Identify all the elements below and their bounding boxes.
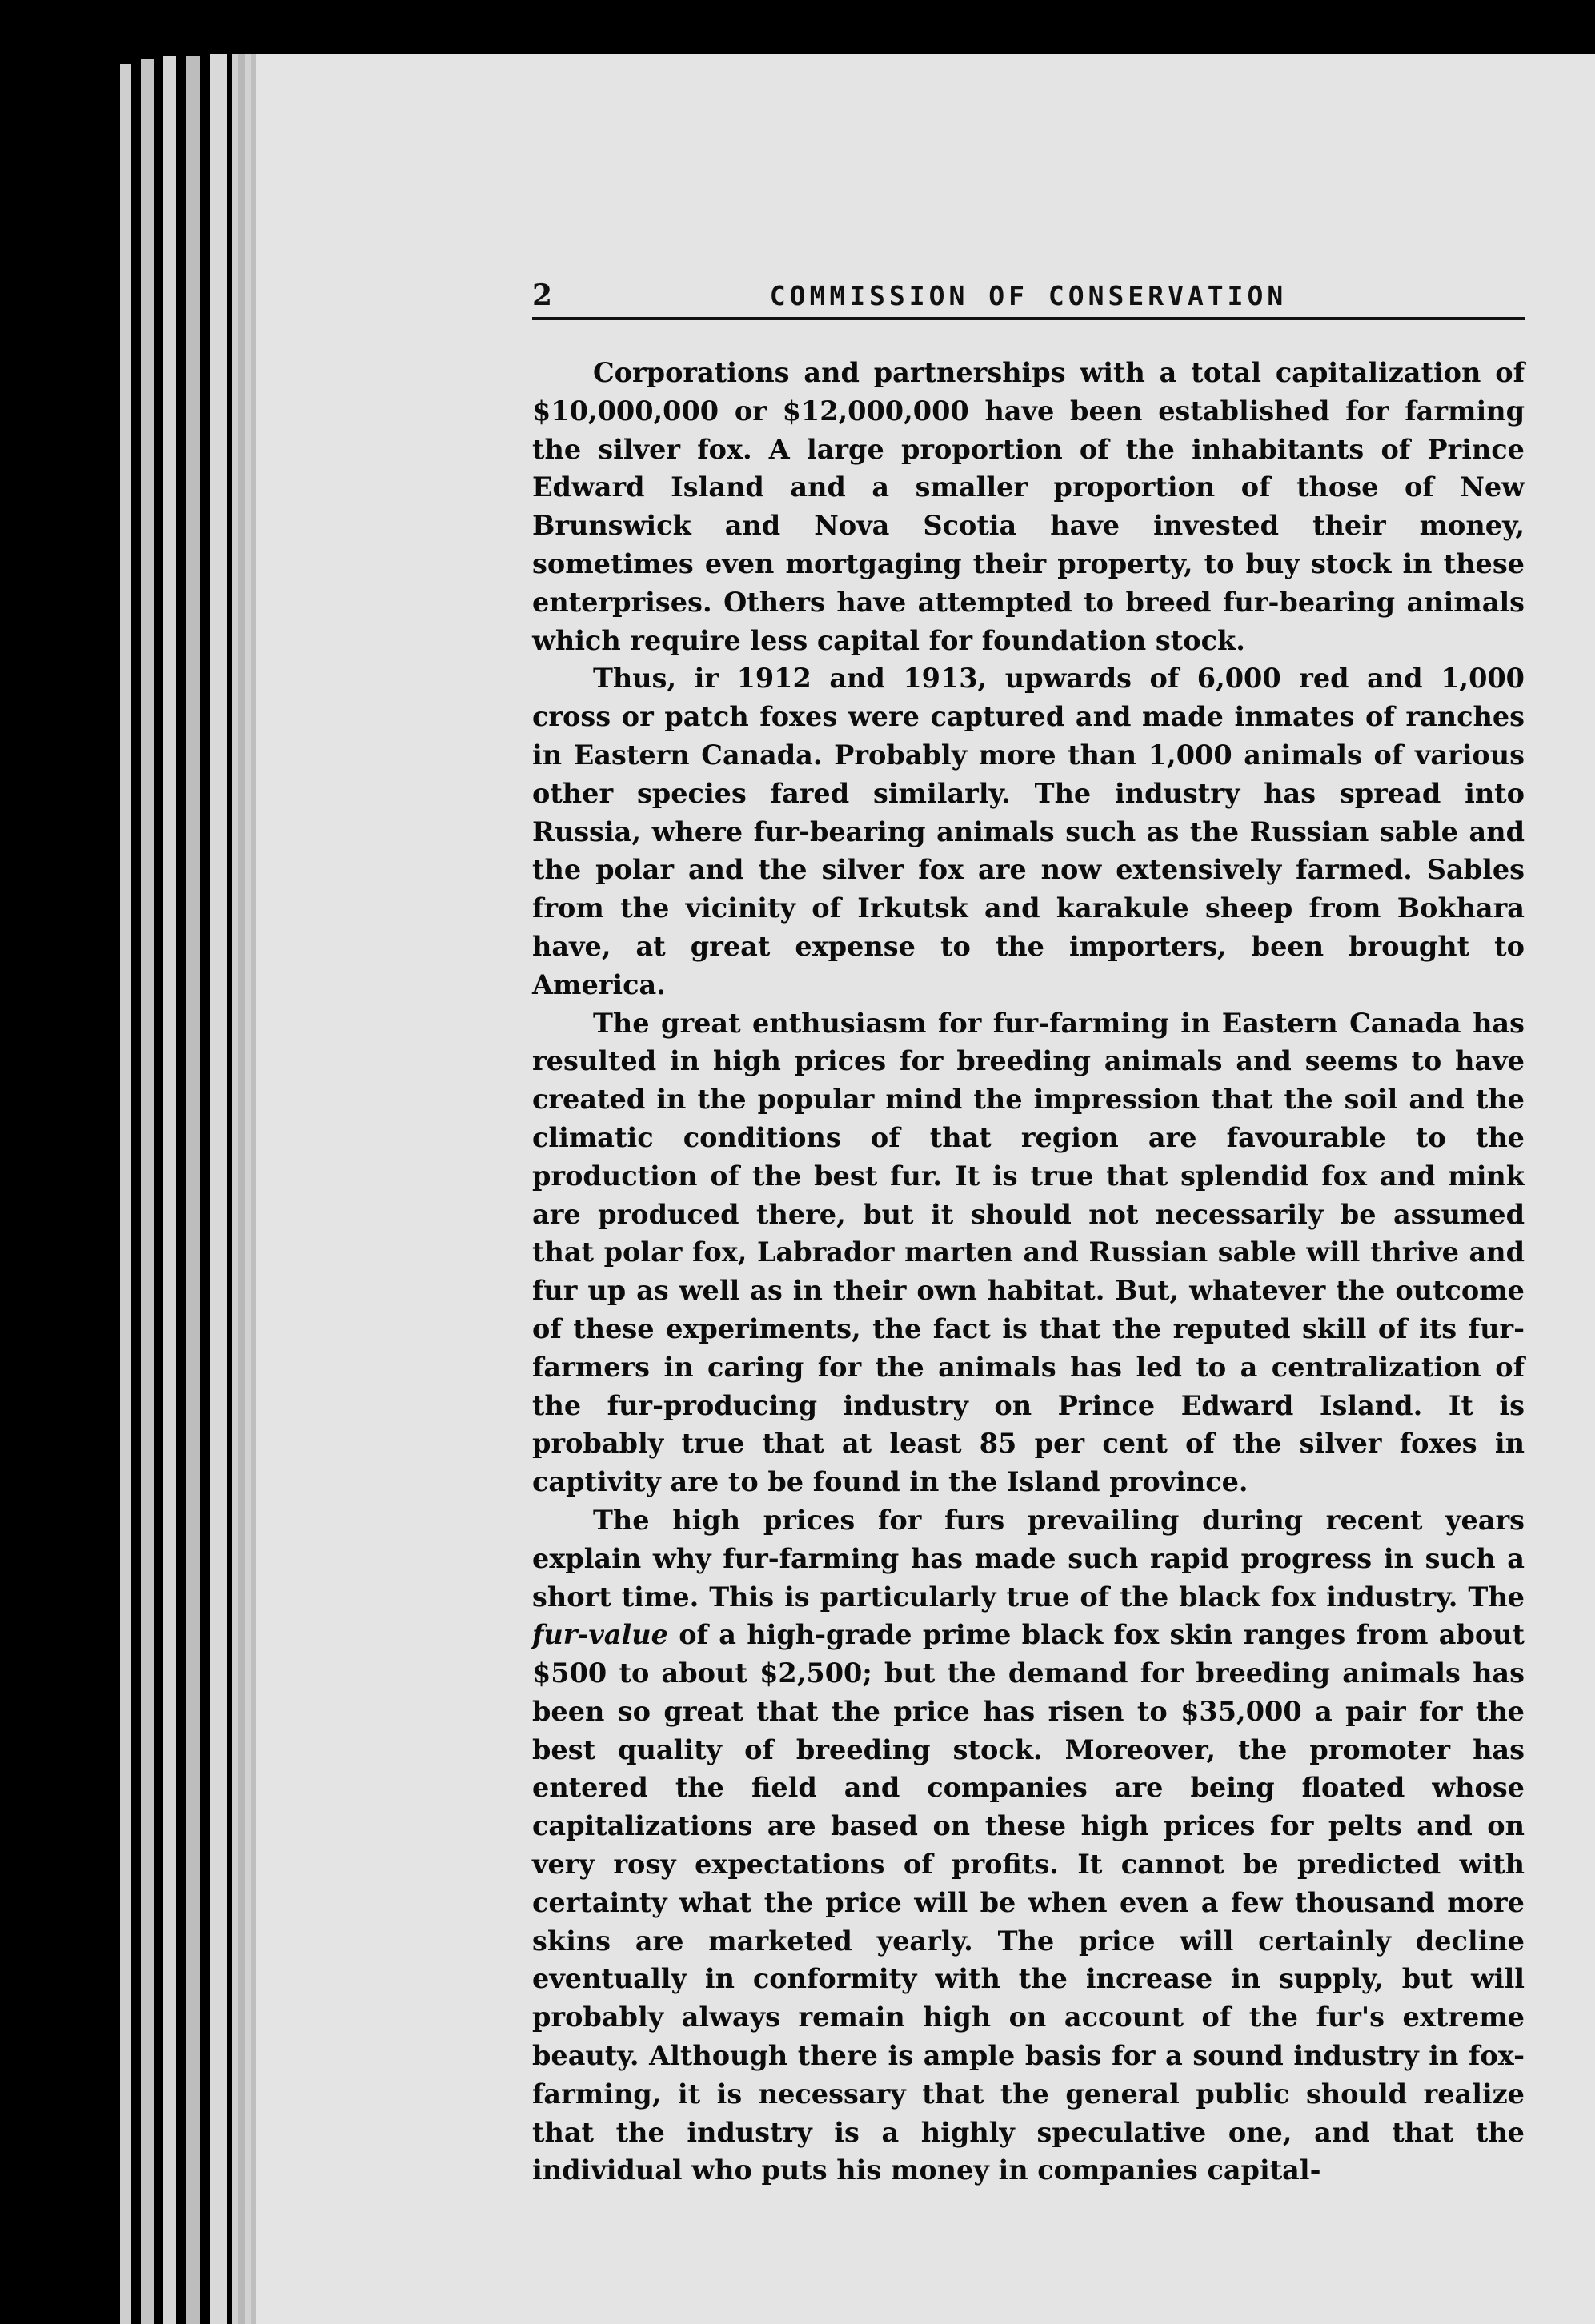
paragraph-text: of a high-grade prime black fox skin ranges from about $500 to about $2,500; but the demand for breeding animals has been so great that the price has risen to $35,000 a pair for the best quality of breeding stock. Moreover, the promoter has entered the field and companies are being floated whose capitalizations are based on these high prices for pelts and on very rosy expectations of profits. It cannot be predicted with certainty what the price will be when even a few thousand more skins are marketed yearly. The price will certainly decline eventually in conformity with the increase in supply, but will probably always remain high on account of the fur's extreme beauty. Although there is ample basis for a sound industry in fox-farming, it is necessary that the general public should realize that the industry is a highly speculative one, and that the individual who puts his money in companies capital- xyxy=(532,1619,1525,2186)
paragraph: Corporations and partnerships with a total capitalization of $10,000,000 or $12,000,000 have been established for farming the silver fox. A large proportion of the inhabitants of Prince Edward Island and a smaller proportion of those of New Brunswick and Nova Scotia have invested their money, sometimes even mortgaging their property, to buy stock in these enterprises. Others have attempted to breed fur-bearing animals which require less capital for foundation stock. xyxy=(532,357,1525,656)
emphasized-term: fur-value xyxy=(532,1619,668,1651)
running-head: COMMISSION OF CONSERVATION xyxy=(769,280,1288,311)
paragraph xyxy=(532,1501,1525,2190)
paragraph: The great enthusiasm for fur-farming in Eastern Canada has resulted in high prices for breeding animals and seems to have created in the popular mind the impression that the soil and the climatic conditions of that region are favourable to the production of the best fur. It is true that splendid fox and mink are produced there, but it should not necessarily be assumed that polar fox, Labrador marten and Russian sable will thrive and fur up as well as in their own habitat. But, whatever the outcome of these experiments, the fact is that the reputed skill of its fur-farmers in caring for the animals has led to a centralization of the fur-producing industry on Prince Edward Island. It is probably true that at least 85 per cent of the silver foxes in captivity are to be found in the Island province. xyxy=(532,1007,1525,1498)
page-stack-edge xyxy=(210,54,227,2324)
page-number: 2 xyxy=(532,278,553,312)
page-stack-edge xyxy=(120,64,131,2324)
paragraph: Thus, ir 1912 and 1913, upwards of 6,000 red and 1,000 cross or patch foxes were captured and made inmates of ranches in Eastern Canada. Probably more than 1,000 animals of various other species fared similarly. The industry has spread into Russia, where fur-bearing animals such as the Russian sable and the polar and the silver fox are now extensively farmed. Sables from the vicinity of Irkutsk and karakule sheep from Bokhara have, at great expense to the importers, been brought to America. xyxy=(532,663,1525,1000)
page-stack-edge xyxy=(186,56,200,2324)
paragraph-text: The high prices for furs prevailing during recent years explain why fur-farming has made such rapid progress in such a short time. This is particularly true of the black fox industry. The xyxy=(532,1504,1525,1613)
page-stack-edge xyxy=(141,59,154,2324)
page-header xyxy=(532,278,1525,320)
page-stack-edge xyxy=(163,56,176,2324)
body-text xyxy=(532,354,1525,2190)
